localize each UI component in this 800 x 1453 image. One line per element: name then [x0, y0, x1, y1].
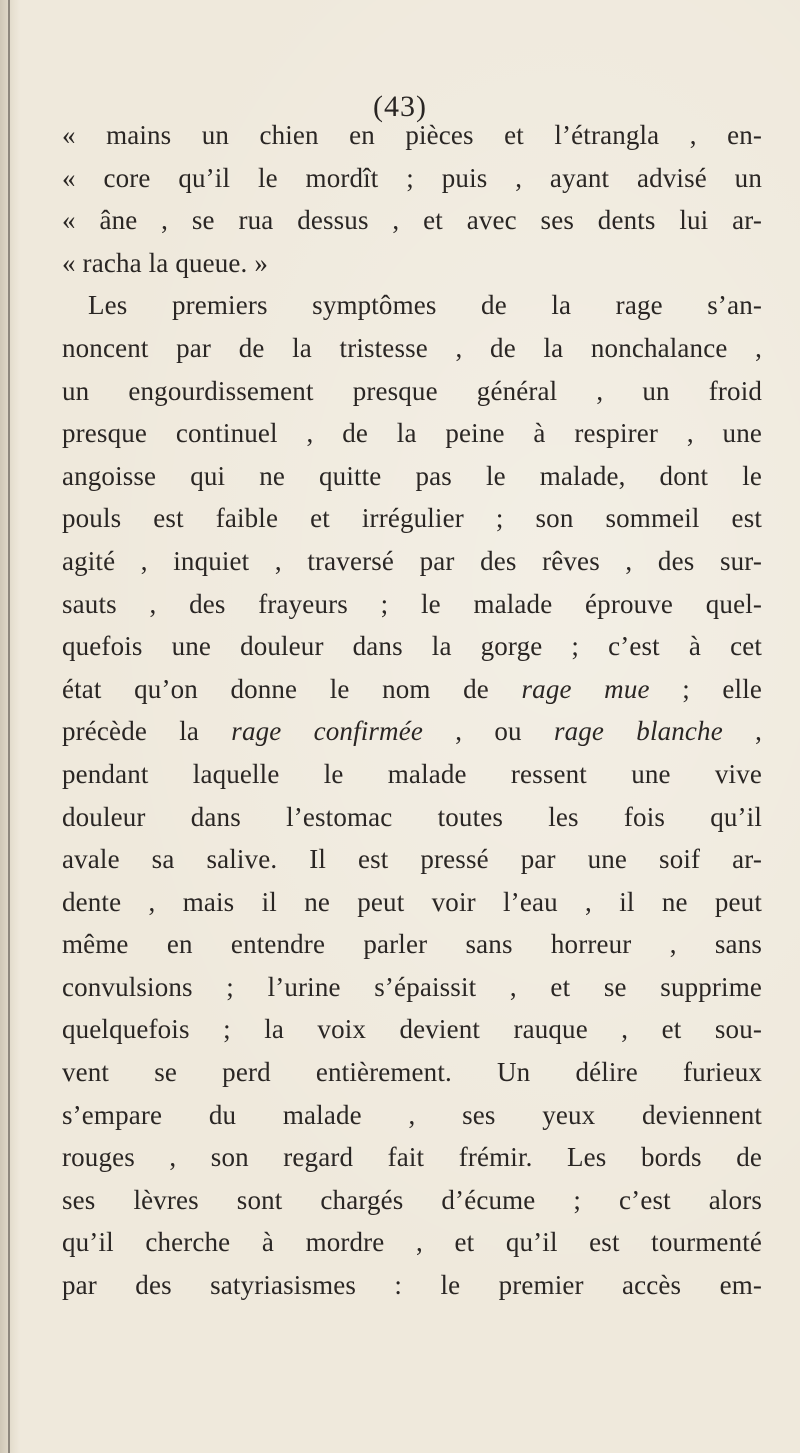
- text-line: noncent par de la tristesse , de la nonchalance ,: [62, 332, 762, 363]
- text-line: état qu’on donne le nom de rage mue ; elle: [62, 673, 762, 704]
- text-line: douleur dans l’estomac toutes les fois qu’il: [62, 801, 762, 832]
- text-line: « âne , se rua dessus , et avec ses dents lui ar-: [62, 205, 762, 236]
- text-line: ses lèvres sont chargés d’écume ; c’est alors: [62, 1184, 762, 1215]
- text-line: précède la rage confirmée , ou rage blanche ,: [62, 716, 762, 747]
- page-edge-rule: [8, 0, 10, 1453]
- page-gutter-shadow: [0, 0, 20, 1453]
- text-line: s’empare du malade , ses yeux deviennent: [62, 1099, 762, 1130]
- text-line: même en entendre parler sans horreur , sans: [62, 929, 762, 960]
- text-line: avale sa salive. Il est pressé par une soif ar-: [62, 844, 762, 875]
- italic-term: rage confirmée: [231, 716, 423, 747]
- text-line: Les premiers symptômes de la rage s’an-: [88, 290, 762, 321]
- page-number: (43): [373, 90, 427, 123]
- text-line: « racha la queue. »: [62, 247, 268, 278]
- text-line: pendant laquelle le malade ressent une vive: [62, 758, 762, 789]
- text-line: quefois une douleur dans la gorge ; c’est à cet: [62, 631, 762, 662]
- italic-term: rage blanche: [553, 716, 723, 747]
- text-line: presque continuel , de la peine à respirer , une: [62, 418, 762, 449]
- text-line: sauts , des frayeurs ; le malade éprouve quel-: [62, 588, 762, 619]
- text-line: qu’il cherche à mordre , et qu’il est tourmenté: [62, 1227, 762, 1258]
- text-line: agité , inquiet , traversé par des rêves , des sur-: [62, 545, 762, 576]
- text-line: dente , mais il ne peut voir l’eau , il ne peut: [62, 886, 762, 917]
- text-line: pouls est faible et irrégulier ; son sommeil est: [62, 503, 762, 534]
- text-block: [62, 114, 762, 1307]
- text-line: angoisse qui ne quitte pas le malade, dont le: [62, 460, 762, 491]
- text-line: vent se perd entièrement. Un délire furieux: [62, 1057, 762, 1088]
- text-line: convulsions ; l’urine s’épaissit , et se supprime: [62, 971, 762, 1002]
- text-line: un engourdissement presque général , un froid: [62, 375, 762, 406]
- text-line: rouges , son regard fait frémir. Les bords de: [62, 1142, 762, 1173]
- text-line: « core qu’il le mordît ; puis , ayant advisé un: [62, 162, 762, 193]
- text-line: « mains un chien en pièces et l’étrangla , en-: [62, 120, 762, 150]
- italic-term: rage mue: [521, 673, 650, 704]
- text-line: par des satyriasismes : le premier accès em-: [62, 1270, 762, 1301]
- text-line: quelquefois ; la voix devient rauque , et sou-: [62, 1014, 762, 1045]
